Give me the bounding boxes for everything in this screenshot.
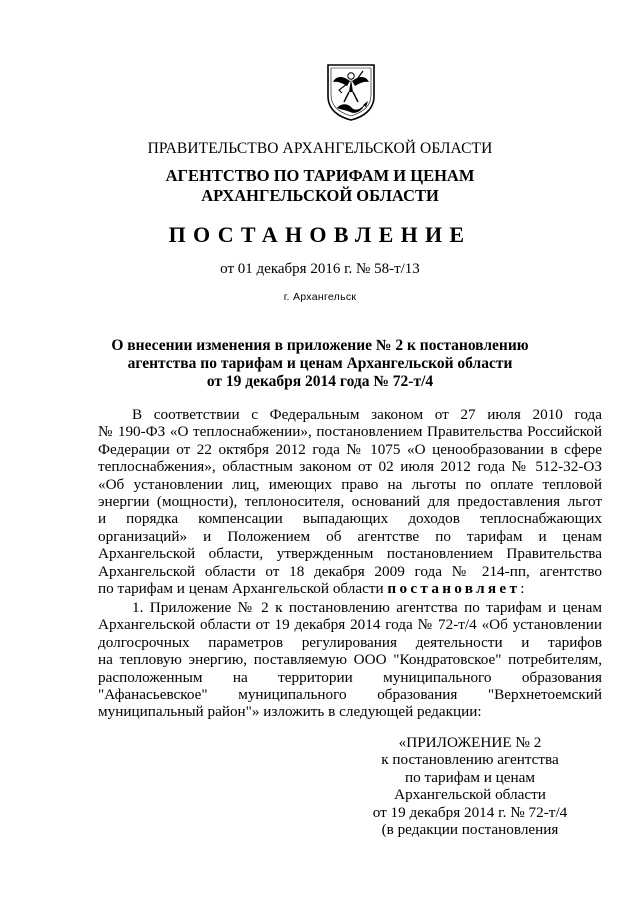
preamble-line: № 190-ФЗ «О теплоснабжении», постановлением Правительства Российской xyxy=(98,423,602,441)
appendix-line: к постановлению агентства xyxy=(381,751,559,769)
preamble-line: Архангельской области от 18 декабря 2009 года № 214-пп, агентство xyxy=(98,562,602,580)
appendix-line: «ПРИЛОЖЕНИЕ № 2 xyxy=(398,734,542,751)
appendix-line: по тарифам и ценам xyxy=(404,768,536,786)
preamble-line: В соответствии с Федеральным законом от 27 июля 2010 года xyxy=(132,406,602,423)
document-number-date: от 01 декабря 2016 г. № 58-т/13 xyxy=(220,261,420,277)
preamble-line: Архангельской области, утвержденным постановлением Правительства xyxy=(98,545,602,563)
clause-line: 1. Приложение № 2 к постановлению агентства по тарифам и ценам xyxy=(132,599,602,616)
subject-line-2: агентства по тарифам и ценам Архангельской области xyxy=(127,355,513,372)
clause-line: расположенным на территории муниципального образования xyxy=(98,668,602,686)
preamble-line: теплоснабжения», областным законом от 02 июля 2012 года № 512-32-ОЗ xyxy=(98,458,602,476)
subject-line-1: О внесении изменения в приложение № 2 к постановлению xyxy=(111,337,529,354)
subject-line-3: от 19 декабря 2014 года № 72-т/4 xyxy=(206,373,434,390)
agency-title-line-1: АГЕНТСТВО ПО ТАРИФАМ И ЦЕНАМ xyxy=(165,166,475,185)
preamble-last-line-text: по тарифам и ценам Архангельской области xyxy=(98,580,388,598)
document-subject xyxy=(0,337,640,391)
document-city: г. Архангельск xyxy=(283,291,357,303)
clause-1-paragraph xyxy=(98,599,602,721)
clause-line: долгосрочных параметров регулирования деятельности и тарифов xyxy=(98,633,602,651)
appendix-line: (в редакции постановления xyxy=(381,821,559,839)
clause-line: "Афанасьевское" муниципального образования "Верхнетоемский xyxy=(98,686,602,704)
coat-of-arms-icon xyxy=(325,62,377,122)
appendix-line: от 19 декабря 2014 г. № 72-т/4 xyxy=(372,803,568,821)
government-title: ПРАВИТЕЛЬСТВО АРХАНГЕЛЬСКОЙ ОБЛАСТИ xyxy=(147,140,493,157)
appendix-line: Архангельской области xyxy=(394,786,546,804)
agency-title-line-2: АРХАНГЕЛЬСКОЙ ОБЛАСТИ xyxy=(201,186,439,205)
document-type: ПОСТАНОВЛЕНИЕ xyxy=(168,222,472,247)
preamble-line: и порядка компенсации выпадающих доходов теплоснабжающих xyxy=(98,510,602,528)
clause-line: муниципальный район"» изложить в следующей редакции: xyxy=(98,703,482,721)
preamble-line: энергии (мощности), теплоносителя, оснований для предоставления льгот xyxy=(98,493,602,511)
preamble-paragraph xyxy=(98,406,602,597)
preamble-line: «Об установлении лиц, имеющих право на льготы по оплате тепловой xyxy=(98,475,602,493)
appendix-header xyxy=(354,734,586,838)
preamble-line: организаций» и Положением об агентстве по тарифам и ценам xyxy=(98,527,602,545)
clause-line: на тепловую энергию, поставляемую ООО "Кондратовское" потребителям, xyxy=(98,651,602,669)
preamble-colon: : xyxy=(520,580,525,598)
clause-line: Архангельской области от 19 декабря 2014 года № 72-т/4 «Об установлении xyxy=(98,616,602,634)
agency-title xyxy=(0,166,640,206)
resolves-word: постановляет xyxy=(387,580,521,598)
preamble-last-line xyxy=(98,580,602,597)
preamble-line: Федерации от 22 октября 2012 года № 1075 «О ценообразовании в сфере xyxy=(98,440,602,458)
